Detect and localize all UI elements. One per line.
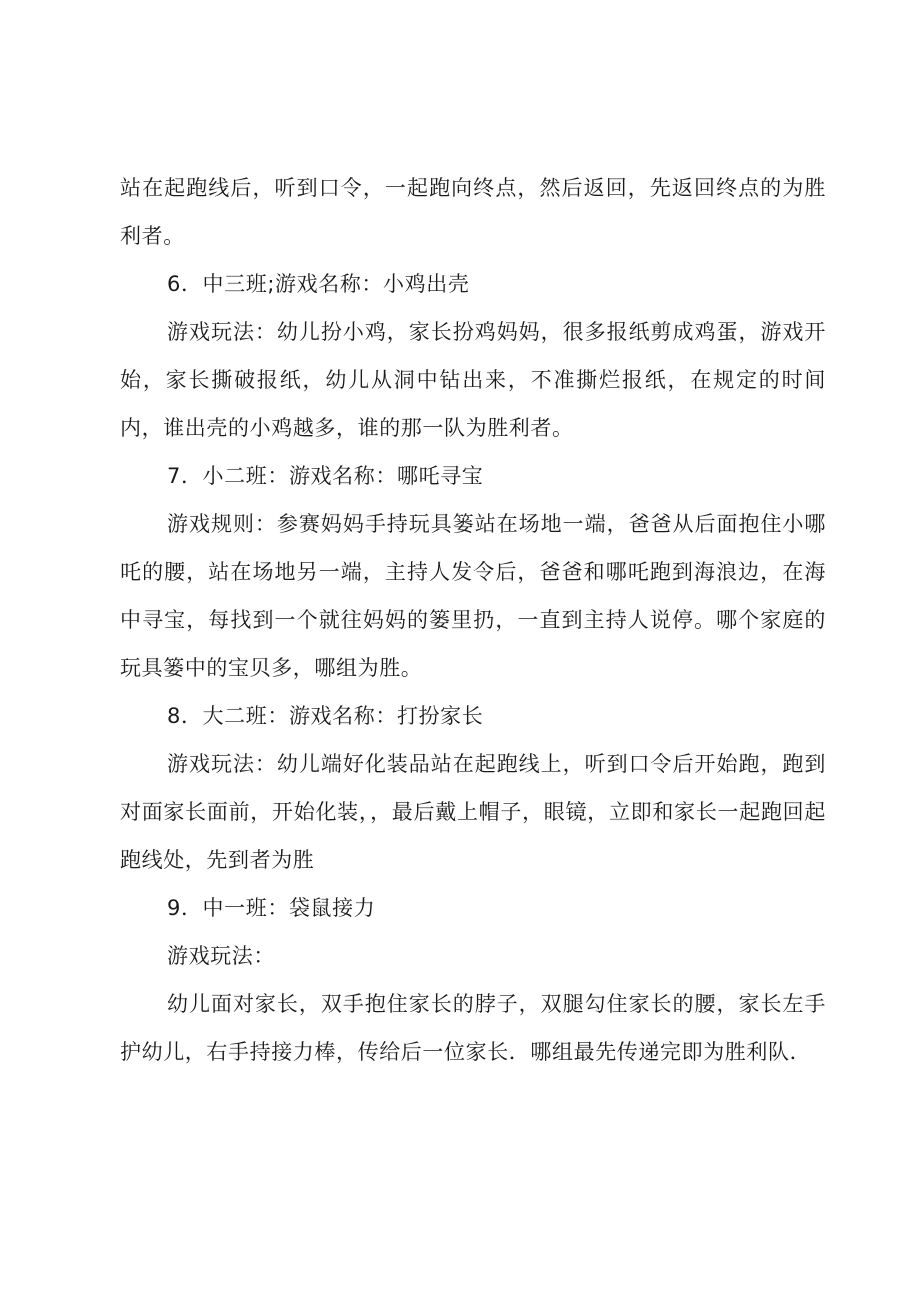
paragraph-rules-7: 游戏规则：参赛妈妈手持玩具篓站在场地一端，爸爸从后面抱住小哪吒的腰，站在场地另一端，主持人发令后，爸爸和哪吒跑到海浪边，在海中寻宝，每找到一个就往妈妈的篓里扔，一直到主持人说停。哪个家庭的玩具篓中的宝贝多，哪组为胜。 [120,512,826,680]
paragraph-label-9: 游戏玩法： [167,944,275,968]
heading-item-6: 6．中三班;游戏名称：小鸡出壳 [167,272,470,296]
paragraph-continuation: 站在起跑线后，听到口令，一起跑向终点，然后返回，先返回终点的为胜利者。 [120,176,826,248]
paragraph-rules-8: 游戏玩法：幼儿端好化装品站在起跑线上，听到口令后开始跑，跑到对面家长面前，开始化装，，最后戴上帽子，眼镜，立即和家长一起跑回起跑线处，先到者为胜 [120,752,826,872]
document-body [120,164,826,1076]
paragraph-rules-9: 幼儿面对家长，双手抱住家长的脖子，双腿勾住家长的腰，家长左手护幼儿，右手持接力棒，传给后一位家长．哪组最先传递完即为胜利队． [120,992,826,1064]
heading-item-8: 8．大二班：游戏名称：打扮家长 [167,704,484,728]
heading-item-7: 7．小二班：游戏名称：哪吒寻宝 [167,464,484,488]
heading-item-9: 9．中一班：袋鼠接力 [167,896,376,920]
paragraph-rules-6: 游戏玩法：幼儿扮小鸡，家长扮鸡妈妈，很多报纸剪成鸡蛋，游戏开始，家长撕破报纸，幼儿从洞中钻出来，不准撕烂报纸，在规定的时间内，谁出壳的小鸡越多，谁的那一队为胜利者。 [120,320,826,440]
